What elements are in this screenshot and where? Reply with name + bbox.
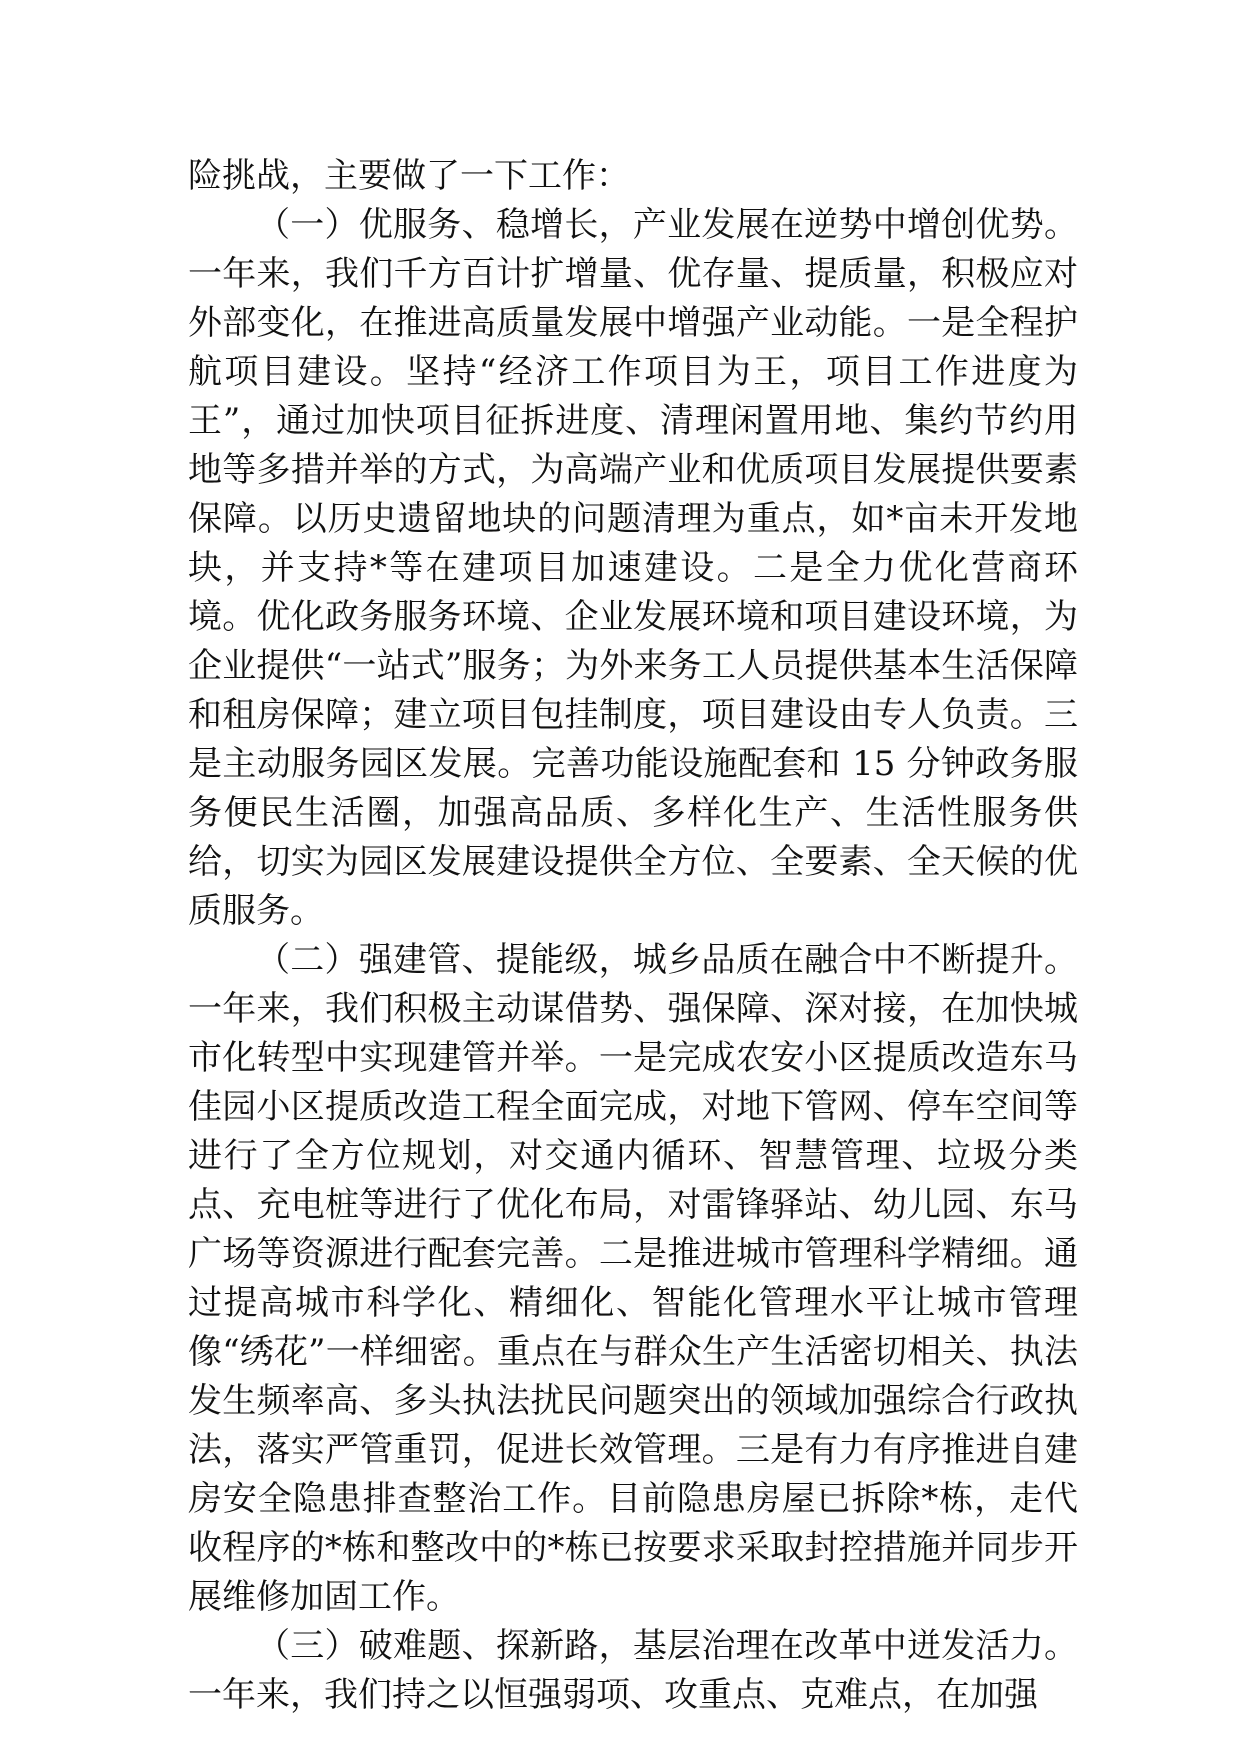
paragraph-section-three: （三）破难题、探新路，基层治理在改革中迸发活力。一年来，我们持之以恒强弱项、攻重点、克难点，在加强 <box>188 1626 1078 1715</box>
document-body <box>188 152 1078 1720</box>
paragraph-continuation: 险挑战，主要做了一下工作： <box>188 156 630 196</box>
paragraph-section-one: （一）优服务、稳增长，产业发展在逆势中增创优势。一年来，我们千方百计扩增量、优存量、提质量，积极应对外部变化，在推进高质量发展中增强产业动能。一是全程护航项目建设。坚持“经济工作项目为王，项目工作进度为王”，通过加快项目征拆进度、清理闲置用地、集约节约用地等多措并举的方式，为高端产业和优质项目发展提供要素保障。以历史遗留地块的问题清理为重点，如*亩未开发地块，并支持*等在建项目加速建设。二是全力优化营商环境。优化政务服务环境、企业发展环境和项目建设环境，为企业提供“一站式”服务；为外来务工人员提供基本生活保障和租房保障；建立项目包挂制度，项目建设由专人负责。三是主动服务园区发展。完善功能设施配套和 15 分钟政务服务便民生活圈，加强高品质、多样化生产、生活性服务供给，切实为园区发展建设提供全方位、全要素、全天候的优质服务。 <box>188 205 1078 931</box>
paragraph-section-two: （二）强建管、提能级，城乡品质在融合中不断提升。一年来，我们积极主动谋借势、强保障、深对接，在加快城市化转型中实现建管并举。一是完成农安小区提质改造东马佳园小区提质改造工程全面完成，对地下管网、停车空间等进行了全方位规划，对交通内循环、智慧管理、垃圾分类点、充电桩等进行了优化布局，对雷锋驿站、幼儿园、东马广场等资源进行配套完善。二是推进城市管理科学精细。通过提高城市科学化、精细化、智能化管理水平让城市管理像“绣花”一样细密。重点在与群众生产生活密切相关、执法发生频率高、多头执法扰民问题突出的领域加强综合行政执法，落实严管重罚，促进长效管理。三是有力有序推进自建房安全隐患排查整治工作。目前隐患房屋已拆除*栋，走代收程序的*栋和整改中的*栋已按要求采取封控措施并同步开展维修加固工作。 <box>188 940 1078 1617</box>
